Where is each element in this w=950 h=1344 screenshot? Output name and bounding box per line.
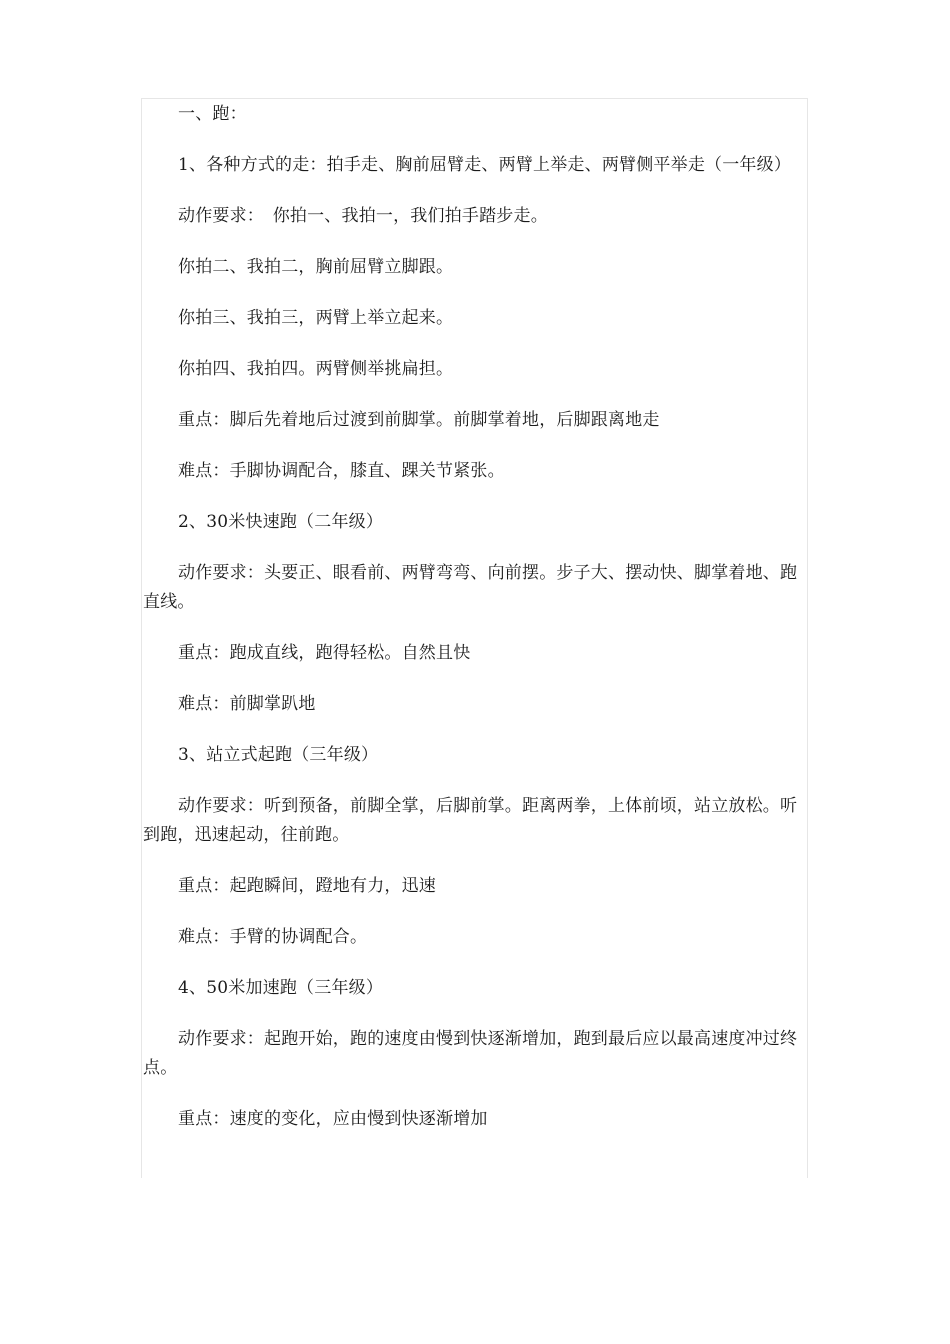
- item-1-verse-2: 你拍二、我拍二，胸前屈臂立脚跟。: [178, 257, 454, 277]
- item-4-requirements: 动作要求：起跑开始，跑的速度由慢到快逐渐增加，跑到最后应以最高速度冲过终点。: [143, 1029, 798, 1078]
- item-1-key-point: 重点：脚后先着地后过渡到前脚掌。前脚掌着地，后脚跟离地走: [178, 410, 660, 430]
- item-1-requirements: 动作要求： 你拍一、我拍一，我们拍手踏步走。: [178, 206, 548, 226]
- item-2-key-point: 重点：跑成直线，跑得轻松。自然且快: [178, 643, 471, 663]
- item-1-verse-3: 你拍三、我拍三，两臂上举立起来。: [178, 308, 454, 328]
- document-body: [143, 100, 809, 1156]
- item-2-title: 2、30米快速跑（二年级）: [178, 512, 384, 532]
- item-1-difficulty: 难点：手脚协调配合，膝直、踝关节紧张。: [178, 461, 505, 481]
- item-1-verse-4: 你拍四、我拍四。两臂侧举挑扁担。: [178, 359, 454, 379]
- item-3-title: 3、站立式起跑（三年级）: [178, 745, 379, 765]
- item-3-key-point: 重点：起跑瞬间，蹬地有力，迅速: [178, 876, 436, 896]
- section-heading-run: 一、跑：: [178, 104, 247, 124]
- item-4-key-point: 重点：速度的变化，应由慢到快逐渐增加: [178, 1109, 488, 1129]
- item-3-requirements: 动作要求：听到预备，前脚全掌，后脚前掌。距离两拳，上体前顷，站立放松。听到跑，迅速起动，往前跑。: [143, 796, 798, 845]
- item-2-difficulty: 难点：前脚掌趴地: [178, 694, 316, 714]
- item-3-difficulty: 难点：手臂的协调配合。: [178, 927, 368, 947]
- item-1-title: 1、各种方式的走：拍手走、胸前屈臂走、两臂上举走、两臂侧平举走（一年级）: [178, 155, 792, 175]
- item-4-title: 4、50米加速跑（三年级）: [178, 978, 384, 998]
- item-2-requirements: 动作要求：头要正、眼看前、两臂弯弯、向前摆。步子大、摆动快、脚掌着地、跑直线。: [143, 563, 798, 612]
